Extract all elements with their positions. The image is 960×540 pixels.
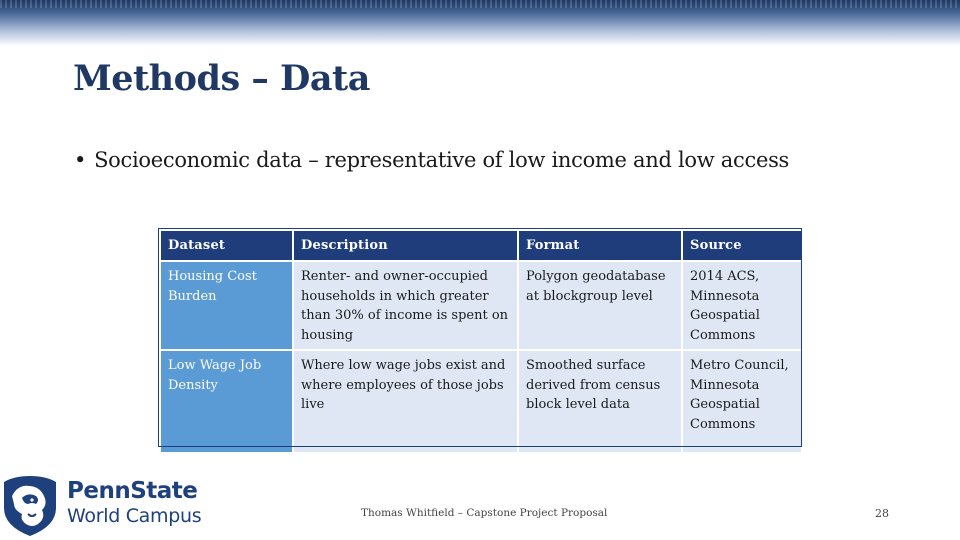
cell-source: Metro Council, Minnesota Geospatial Commons — [682, 350, 802, 453]
table-row — [160, 350, 802, 453]
page-number: 28 — [875, 507, 889, 520]
cell-source: 2014 ACS, Minnesota Geospatial Commons — [682, 261, 802, 350]
bullet-item — [74, 148, 789, 172]
bullet-marker: • — [74, 148, 87, 172]
cell-description: Where low wage jobs exist and where employees of those jobs live — [293, 350, 518, 453]
cell-format: Smoothed surface derived from census block level data — [518, 350, 682, 453]
header-source: Source — [682, 230, 802, 261]
logo-name: PennState — [67, 478, 198, 504]
header-format: Format — [518, 230, 682, 261]
cell-dataset: Housing Cost Burden — [160, 261, 293, 350]
cell-dataset: Low Wage Job Density — [160, 350, 293, 453]
table-row — [160, 261, 802, 350]
data-table — [159, 229, 803, 454]
header-description: Description — [293, 230, 518, 261]
header-dataset: Dataset — [160, 230, 293, 261]
cell-description: Renter- and owner-occupied households in which greater than 30% of income is spent on housing — [293, 261, 518, 350]
bullet-text: Socioeconomic data – representative of low income and low access — [94, 148, 790, 172]
cell-format: Polygon geodatabase at blockgroup level — [518, 261, 682, 350]
table-header-row — [160, 230, 802, 261]
footer-text: Thomas Whitfield – Capstone Project Proposal — [361, 507, 608, 519]
slide-title: Methods – Data — [73, 58, 370, 99]
header-band — [0, 0, 960, 46]
logo-subtitle: World Campus — [67, 505, 202, 527]
